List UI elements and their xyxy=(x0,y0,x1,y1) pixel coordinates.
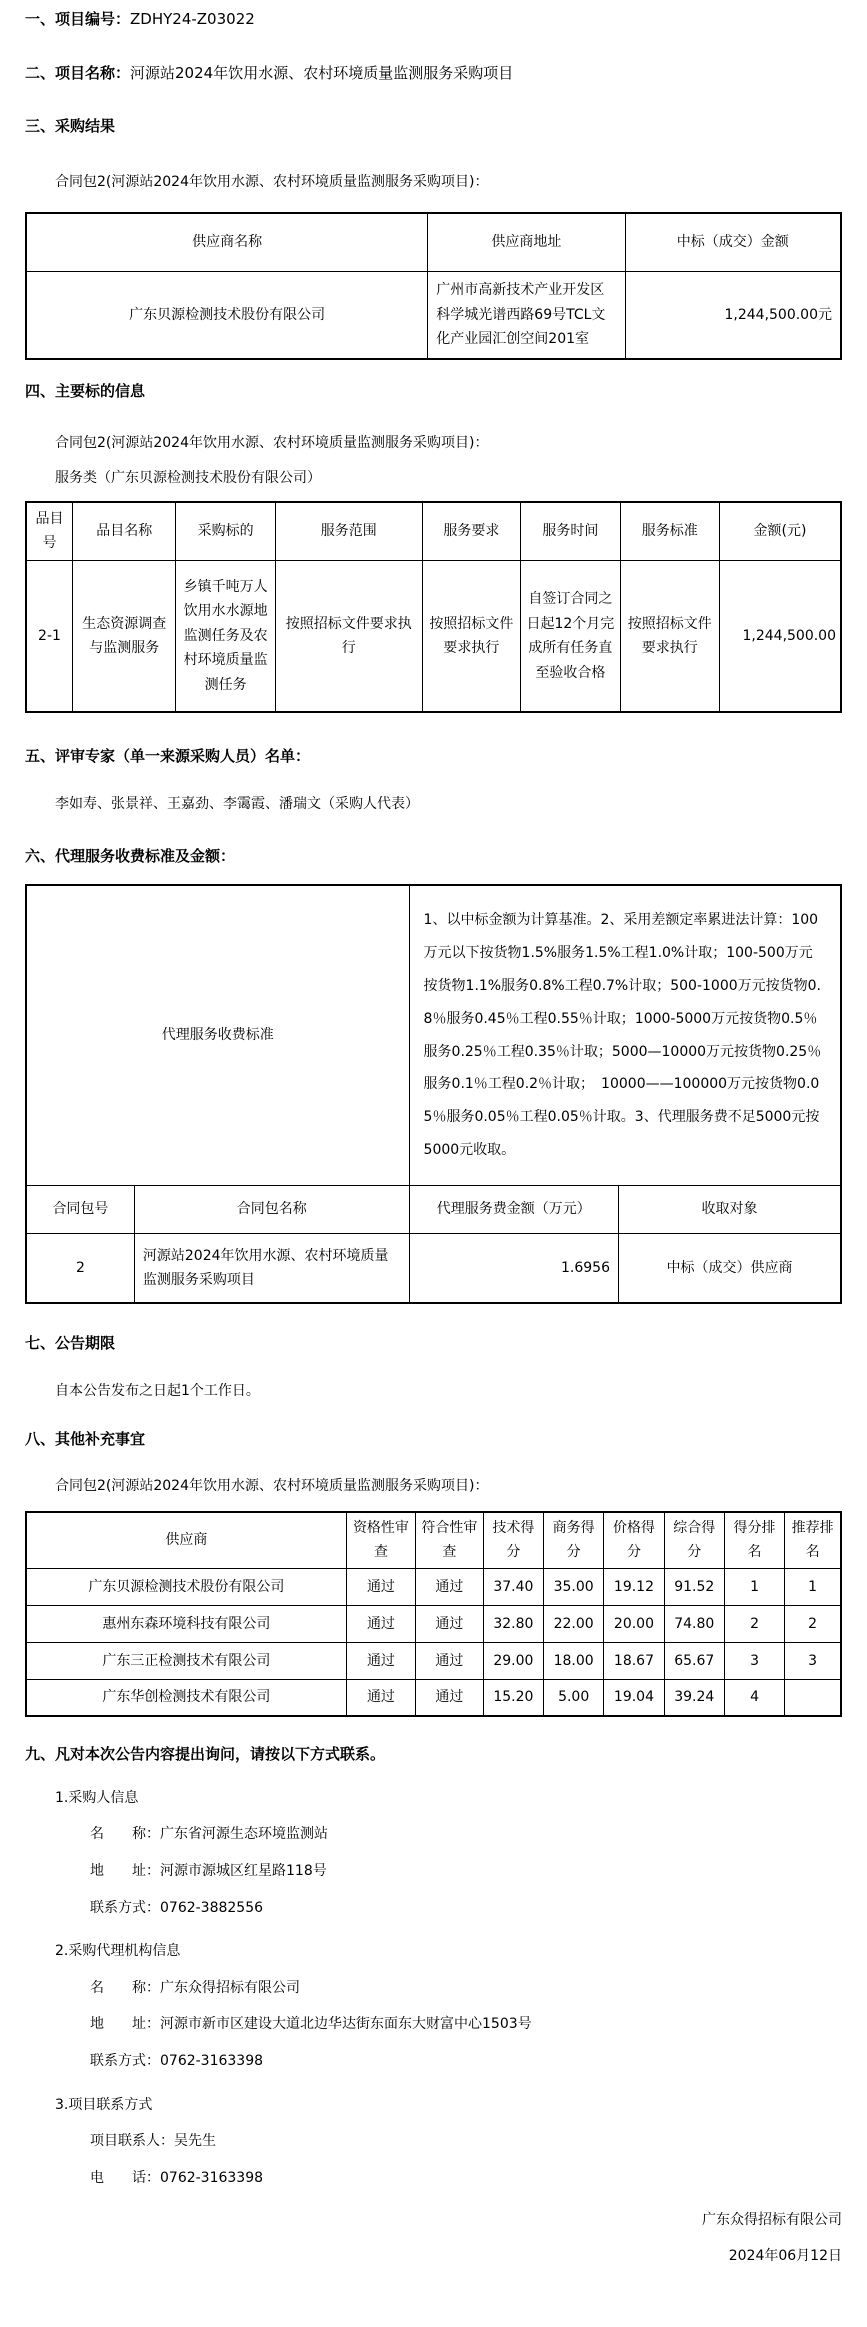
cell: 29.00 xyxy=(483,1642,543,1679)
category-line: 服务类（广东贝源检测技术股份有限公司） xyxy=(55,470,321,487)
service-scope-header: 服务范围 xyxy=(275,502,422,561)
agency-info-heading: 2.采购代理机构信息 xyxy=(55,1943,181,1960)
cell: 通过 xyxy=(346,1642,415,1679)
fee-amount-cell: 1.6956 xyxy=(409,1233,618,1303)
project-name-label: 二、项目名称： xyxy=(25,63,131,82)
supplier-header: 供应商 xyxy=(26,1512,346,1569)
fee-payer-header: 收取对象 xyxy=(618,1185,841,1233)
project-name-value: 河源站2024年饮用水源、农村环境质量监测服务采购项目 xyxy=(130,63,514,82)
agency-fee-table xyxy=(25,884,842,1304)
cell: 18.00 xyxy=(544,1642,604,1679)
announcement-document xyxy=(25,10,842,2267)
item-name-cell: 生态资源调查与监测服务 xyxy=(72,560,176,712)
cell: 通过 xyxy=(346,1568,415,1605)
price-score-header: 价格得分 xyxy=(604,1512,664,1569)
service-scope-cell: 按照招标文件要求执行 xyxy=(275,560,422,712)
section-supplementary-title: 八、其他补充事宜 xyxy=(25,1429,146,1448)
supplier-name-cell: 广东贝源检测技术股份有限公司 xyxy=(26,271,428,359)
item-no-cell: 2-1 xyxy=(26,560,72,712)
project-number-heading xyxy=(25,10,842,30)
supplier-name-header: 供应商名称 xyxy=(26,213,428,271)
project-contact-person: 项目联系人：吴先生 xyxy=(90,2133,216,2150)
recommend-rank-header: 推荐排名 xyxy=(785,1512,841,1569)
service-time-cell: 自签订合同之日起12个月完成所有任务直至验收合格 xyxy=(521,560,620,712)
purchaser-contact: 联系方式：0762-3882556 xyxy=(90,1899,264,1916)
cell: 39.24 xyxy=(664,1679,724,1716)
cell: 65.67 xyxy=(664,1642,724,1679)
table-row xyxy=(26,1605,841,1642)
cell: 19.04 xyxy=(604,1679,664,1716)
qualification-review-header: 资格性审查 xyxy=(346,1512,415,1569)
amount-header: 金额(元) xyxy=(720,502,841,561)
cell: 18.67 xyxy=(604,1642,664,1679)
subject-info-table xyxy=(25,501,842,714)
table-header-row xyxy=(26,1185,841,1233)
fee-standard-row xyxy=(26,885,841,1185)
table-row xyxy=(26,1568,841,1605)
service-requirement-header: 服务要求 xyxy=(422,502,521,561)
cell: 2 xyxy=(785,1605,841,1642)
service-standard-header: 服务标准 xyxy=(620,502,719,561)
amount-cell: 1,244,500.00 xyxy=(720,560,841,712)
purchaser-address: 地 址：河源市源城区红星路118号 xyxy=(90,1863,327,1880)
package-name-cell: 河源站2024年饮用水源、农村环境质量监测服务采购项目 xyxy=(134,1233,409,1303)
cell: 1 xyxy=(724,1568,784,1605)
cell: 5.00 xyxy=(544,1679,604,1716)
table-row xyxy=(26,1679,841,1716)
service-standard-cell: 按照招标文件要求执行 xyxy=(620,560,719,712)
score-table xyxy=(25,1511,842,1718)
package-line: 合同包2(河源站2024年饮用水源、农村环境质量监测服务采购项目)： xyxy=(55,173,489,190)
document-footer xyxy=(25,2210,842,2267)
conformity-review-header: 符合性审查 xyxy=(416,1512,484,1569)
agency-contact: 联系方式：0762-3163398 xyxy=(90,2053,264,2070)
cell xyxy=(785,1679,841,1716)
cell: 32.80 xyxy=(483,1605,543,1642)
cell: 2 xyxy=(724,1605,784,1642)
notice-period-body: 自本公告发布之日起1个工作日。 xyxy=(55,1382,260,1399)
package-name-header: 合同包名称 xyxy=(134,1185,409,1233)
cell: 22.00 xyxy=(544,1605,604,1642)
purchaser-name: 名 称：广东省河源生态环境监测站 xyxy=(90,1826,328,1843)
cell: 通过 xyxy=(416,1679,484,1716)
expert-names: 李如寿、张景祥、王嘉劲、李霭霞、潘瑞文（采购人代表） xyxy=(55,795,419,812)
table-header-row xyxy=(26,1512,841,1569)
footer-company: 广东众得招标有限公司 xyxy=(702,2212,842,2229)
cell: 20.00 xyxy=(604,1605,664,1642)
fee-standard-label-cell: 代理服务收费标准 xyxy=(26,885,409,1185)
package-line: 合同包2(河源站2024年饮用水源、农村环境质量监测服务采购项目)： xyxy=(55,434,489,451)
supplier-address-header: 供应商地址 xyxy=(428,213,625,271)
project-contact-heading: 3.项目联系方式 xyxy=(55,2096,153,2113)
table-row xyxy=(26,560,841,712)
cell: 3 xyxy=(785,1642,841,1679)
cell: 37.40 xyxy=(483,1568,543,1605)
table-header-row xyxy=(26,502,841,561)
cell: 通过 xyxy=(416,1568,484,1605)
section-subject-info-title: 四、主要标的信息 xyxy=(25,382,146,401)
award-result-table xyxy=(25,212,842,360)
purchaser-info-heading: 1.采购人信息 xyxy=(55,1789,139,1806)
cell: 通过 xyxy=(416,1642,484,1679)
supplier-address-cell: 广州市高新技术产业开发区科学城光谱西路69号TCL文化产业园汇创空间201室 xyxy=(428,271,625,359)
service-time-header: 服务时间 xyxy=(521,502,620,561)
cell: 19.12 xyxy=(604,1568,664,1605)
table-header-row xyxy=(26,213,841,271)
package-no-cell: 2 xyxy=(26,1233,134,1303)
section-contact-title: 九、凡对本次公告内容提出询问，请按以下方式联系。 xyxy=(25,1745,386,1764)
subject-cell: 乡镇千吨万人饮用水水源地监测任务及农村环境质量监测任务 xyxy=(176,560,275,712)
agency-address: 地 址：河源市新市区建设大道北边华达街东面东大财富中心1503号 xyxy=(90,2016,532,2033)
project-contact-phone: 电 话：0762-3163398 xyxy=(90,2169,264,2186)
cell: 35.00 xyxy=(544,1568,604,1605)
fee-payer-cell: 中标（成交）供应商 xyxy=(618,1233,841,1303)
project-name-heading xyxy=(25,64,842,84)
supplier-cell: 广东三正检测技术有限公司 xyxy=(26,1642,346,1679)
item-name-header: 品目名称 xyxy=(72,502,176,561)
supplier-cell: 惠州东森环境科技有限公司 xyxy=(26,1605,346,1642)
service-requirement-cell: 按照招标文件要求执行 xyxy=(422,560,521,712)
section-procurement-result-title: 三、采购结果 xyxy=(25,117,116,135)
supplier-cell: 广东华创检测技术有限公司 xyxy=(26,1679,346,1716)
cell: 通过 xyxy=(346,1679,415,1716)
fee-standard-text-cell: 1、以中标金额为计算基准。2、采用差额定率累进法计算：100万元以下按货物1.5%服务1.5%工程1.0%计取；100-500万元按货物1.1%服务0.8%工程0.7%计取；500-1000万元按货物0.8％服务0.45％工程0.55％计取；1000-5000万元按货物0.5％服务0.25％工程0.35％计取；5000—10000万元按货物0.25％服务0.1％工程0.2％计取； 10000——100000万元按货物0.05％服务0.05％工程0.05％计取。3、代理服务费不足5000元按5000元收取。 xyxy=(409,885,841,1185)
business-score-header: 商务得分 xyxy=(544,1512,604,1569)
cell: 74.80 xyxy=(664,1605,724,1642)
item-no-header: 品目号 xyxy=(26,502,72,561)
cell: 1 xyxy=(785,1568,841,1605)
table-row xyxy=(26,1233,841,1303)
cell: 91.52 xyxy=(664,1568,724,1605)
section-notice-period-title: 七、公告期限 xyxy=(25,1334,116,1353)
fee-amount-header: 代理服务费金额（万元） xyxy=(409,1185,618,1233)
award-amount-header: 中标（成交）金额 xyxy=(625,213,841,271)
footer-date: 2024年06月12日 xyxy=(728,2248,842,2265)
table-row xyxy=(26,1642,841,1679)
cell: 4 xyxy=(724,1679,784,1716)
subject-header: 采购标的 xyxy=(176,502,275,561)
cell: 3 xyxy=(724,1642,784,1679)
package-line: 合同包2(河源站2024年饮用水源、农村环境质量监测服务采购项目)： xyxy=(55,1478,489,1495)
section-agency-fee-title: 六、代理服务收费标准及金额： xyxy=(25,846,236,865)
award-amount-cell: 1,244,500.00元 xyxy=(625,271,841,359)
project-number-value: ZDHY24-Z03022 xyxy=(130,10,255,28)
cell: 15.20 xyxy=(483,1679,543,1716)
agency-name: 名 称：广东众得招标有限公司 xyxy=(90,1979,300,1996)
supplier-cell: 广东贝源检测技术股份有限公司 xyxy=(26,1568,346,1605)
package-no-header: 合同包号 xyxy=(26,1185,134,1233)
cell: 通过 xyxy=(346,1605,415,1642)
project-number-label: 一、项目编号： xyxy=(25,10,131,28)
technical-score-header: 技术得分 xyxy=(483,1512,543,1569)
table-row xyxy=(26,271,841,359)
section-experts-title: 五、评审专家（单一来源采购人员）名单： xyxy=(25,747,311,766)
cell: 通过 xyxy=(416,1605,484,1642)
score-rank-header: 得分排名 xyxy=(724,1512,784,1569)
total-score-header: 综合得分 xyxy=(664,1512,724,1569)
